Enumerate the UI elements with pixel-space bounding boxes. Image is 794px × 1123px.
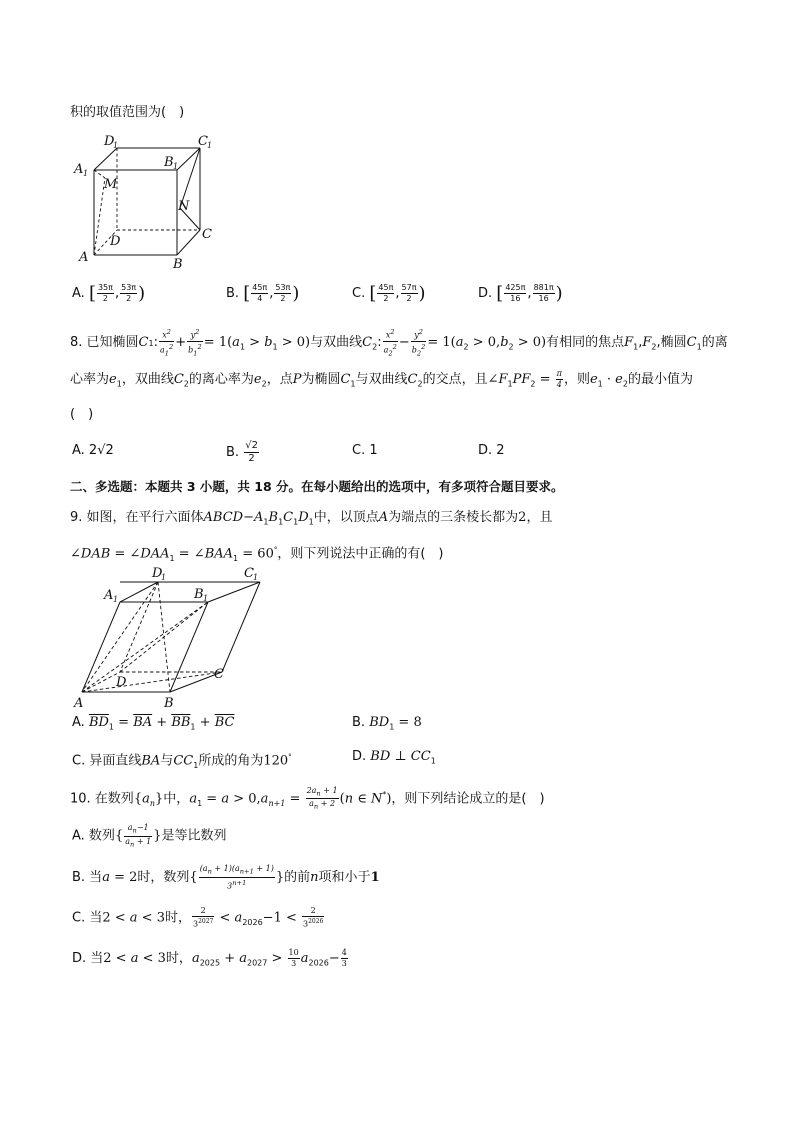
q10-option-a[interactable]: A. 数列{ $\frac{a_n-1}{a_n + 1}$ }是等比数列: [72, 823, 227, 849]
q9-label-B: B: [164, 696, 174, 711]
q9-line-1: 9. 如图，在平行六面体$ABCD-A_1B_1C_1D_1$中，以顶点A为端点的三条棱长都为2，且: [70, 510, 553, 527]
q10-stem: 10. 在数列$\{a_n\}$中，$a_1 = a > 0,a_{n+1}$ = $\frac{2a_n + 1}{a_n + 2}$ (n ∈ N*)，则下列结论成立的是( ): [70, 785, 545, 811]
q10-option-b[interactable]: B. 当a = 2时，数列{ $\frac{(a_n + 1)(a_{n+1} + 1)}{3^{n+1}}$ }的前n项和小于1: [72, 864, 380, 891]
q8-option-c[interactable]: C. 1: [352, 443, 378, 458]
q9-option-d[interactable]: D. BD ⊥ $CC_1$: [352, 749, 436, 766]
q7-label-D: D: [110, 234, 121, 249]
q7-label-C1: C: [198, 134, 208, 149]
q9-label-C: C: [214, 667, 224, 682]
q10-option-d[interactable]: D. 当2 < a < 3时，$a_{2025} + a_{2027}$ > $\frac{10}{3}$ $a_{2026}-$ $\frac{4}{3}$: [72, 948, 347, 968]
q9-label-A1: A: [104, 588, 114, 603]
q8-option-d[interactable]: D. 2: [478, 443, 505, 458]
q7-option-c[interactable]: C. [ $\frac{45\pi}{2}$ , $\frac{57\pi}{2}$ ): [352, 282, 426, 304]
q7-option-a[interactable]: A. [ $\frac{35\pi}{2}$ , $\frac{53\pi}{2}$ ): [72, 282, 146, 304]
q7-label-M: M: [104, 177, 118, 192]
q9-parallelepiped-figure: [70, 564, 270, 712]
q9-option-c[interactable]: C. 异面直线BA与$CC_1$所成的角为120°: [72, 753, 292, 770]
q9-label-B1-sub: 1: [203, 594, 209, 603]
q10-option-c[interactable]: C. 当2 < a < 3时， $\frac{2}{3^{2027}}$ < $a_{2026}-1$ < $\frac{2}{3^{2026}}$: [72, 906, 324, 929]
q9-label-C1-sub: 1: [253, 573, 259, 582]
q7-label-B1-sub: 1: [173, 162, 179, 171]
q9-label-D1-sub: 1: [161, 573, 167, 582]
q8-paren: ( ): [70, 407, 94, 422]
q7-label-C: C: [202, 227, 212, 242]
q9-label-D: D: [116, 675, 127, 690]
q7-label-B1: B: [164, 155, 174, 170]
q7-label-N: N: [178, 199, 190, 214]
q9-label-B1: B: [194, 587, 204, 602]
section-2-heading: 二、多选题：本题共 3 小题，共 18 分。在每小题给出的选项中，有多项符合题目要求。: [70, 479, 564, 494]
q7-tail-text: 积的取值范围为( ): [70, 105, 185, 120]
q7-label-C1-sub: 1: [207, 141, 213, 150]
q7-label-B: B: [173, 257, 183, 270]
q8-option-a[interactable]: A. 2√2: [72, 443, 114, 458]
q8-option-b[interactable]: B. $\frac{√2}{2}$: [226, 440, 258, 464]
q7-label-A1: A: [74, 162, 84, 177]
q9-label-C1: C: [244, 566, 254, 581]
q7-label-D1-sub: 1: [113, 141, 119, 150]
q9-option-b[interactable]: B. $BD_1 = 8$: [352, 715, 422, 732]
q9-line-2: ∠DAB = $\angle DAA_1$ = $\angle BAA_1 = 60^\circ$，则下列说法中正确的有( ): [70, 546, 444, 563]
q7-label-D1: D: [104, 134, 115, 149]
q7-label-A: A: [79, 250, 89, 265]
q9-label-A: A: [74, 696, 84, 711]
q8-line-1: 8. 已知椭圆C1: $\frac{x^2}{a_1^2}$ + $\frac{y^2}{b_1^2}$ = $1(a_1 > b_1 > 0)$与双曲线$C_2$: $\frac{x^2}{a_2^2}$ − $\frac{y^2}{b_2^2}$ = $1(a_2 > 0,b_2 > 0)$有相同的焦点$F_1,F_2$,椭圆$C_1$的离: [70, 328, 728, 357]
q7-option-d[interactable]: D. [ $\frac{425\pi}{16}$ , $\frac{881\pi}{16}$ ): [478, 282, 563, 304]
q7-option-b[interactable]: B. [ $\frac{45\pi}{4}$ , $\frac{53\pi}{2}$ ): [226, 282, 300, 304]
q7-label-A1-sub: 1: [83, 169, 89, 178]
q8-line-2: 心率为$e_1$，双曲线$C_2$的离心率为$e_2$，点P为椭圆$C_1$与双曲线$C_2$的交点，且$\angle F_1PF_2$ = $\frac{\pi}{4}$ ，则$e_1 \cdot e_2$的最小值为: [70, 369, 693, 389]
q9-label-D1: D: [152, 566, 163, 581]
q7-cube-figure: [72, 130, 222, 270]
q9-label-A1-sub: 1: [113, 595, 119, 604]
q9-option-a[interactable]: A. $\overline{BD}_1 = \overline{BA} + \overline{BB}_1 + \overline{BC}$: [72, 715, 235, 732]
